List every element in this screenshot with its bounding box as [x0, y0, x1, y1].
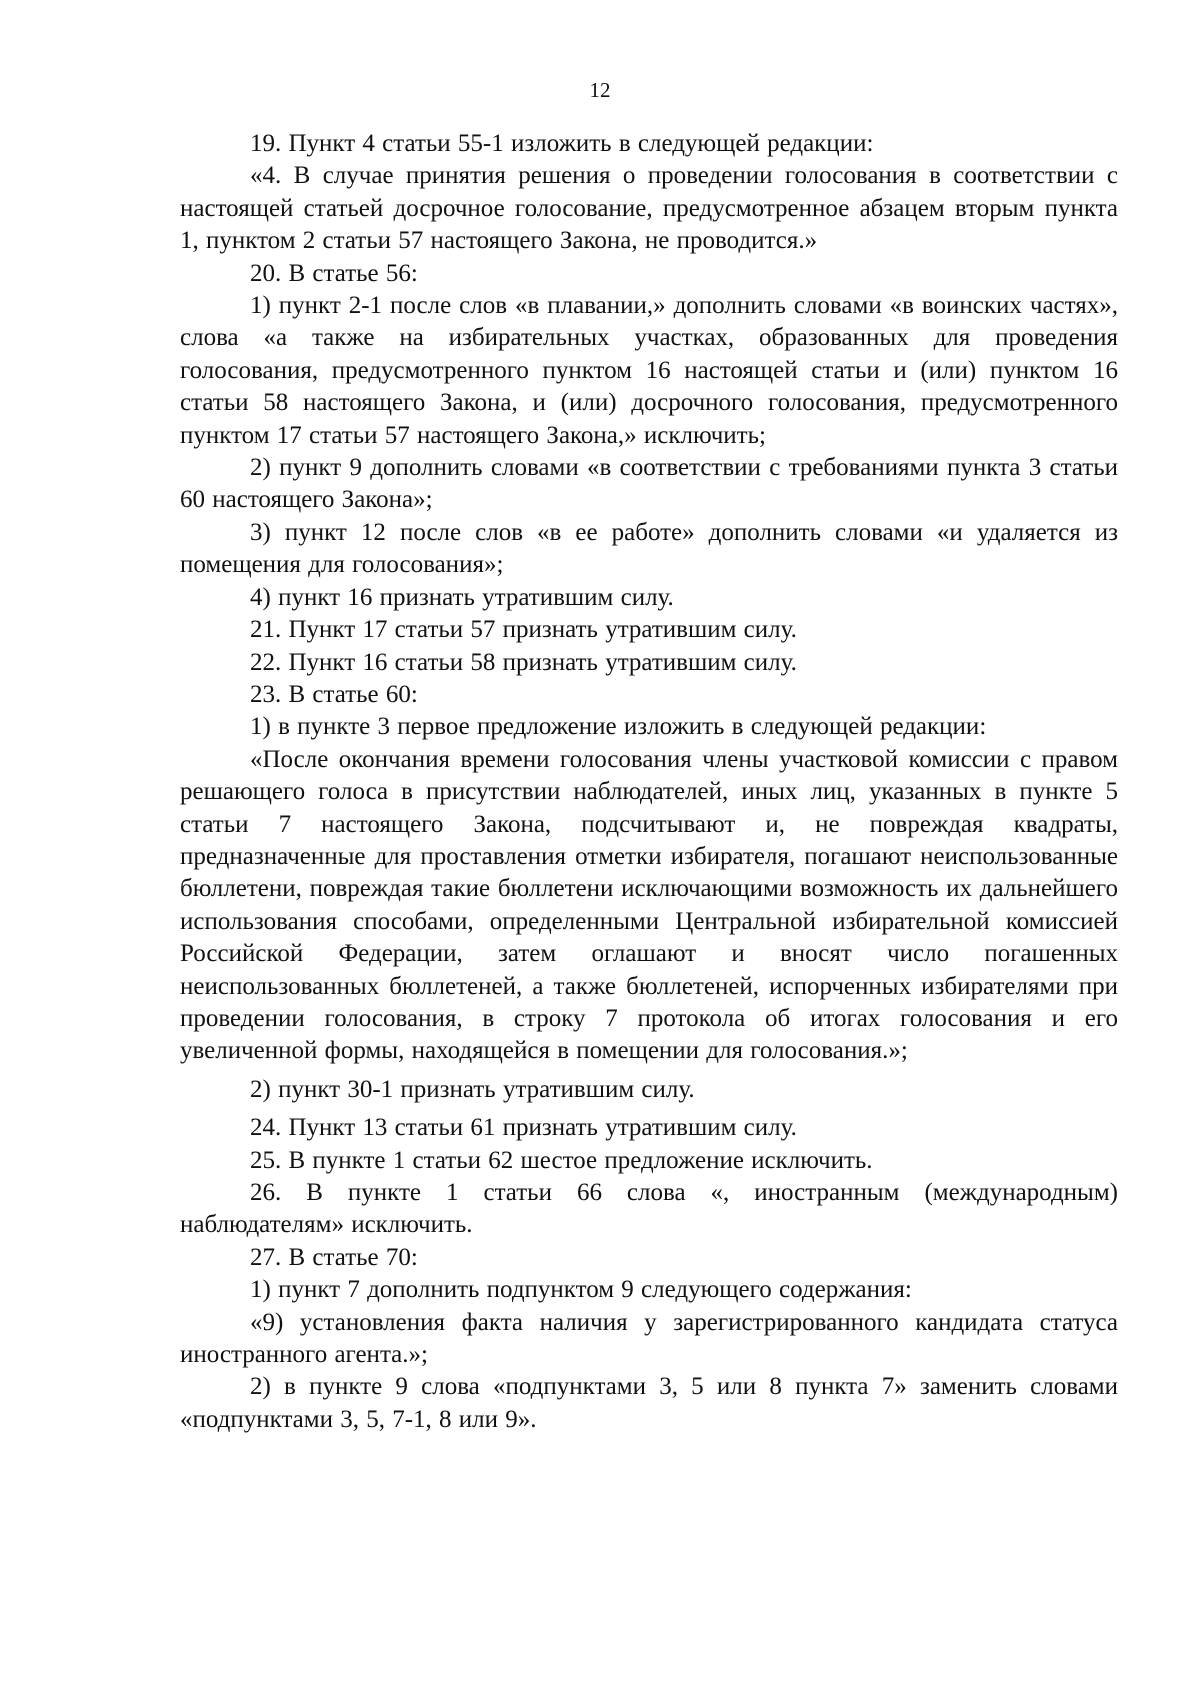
paragraph-item-23-2: 2) пункт 30-1 признать утратившим силу. [250, 1075, 695, 1103]
paragraph-item-20-3: 3) пункт 12 после слов «в ее работе» дополнить словами «и удаляется из помещения для голосования»; [180, 518, 1118, 579]
paragraph-item-20-2: 2) пункт 9 дополнить словами «в соответствии с требованиями пункта 3 статьи 60 настоящего Закона»; [180, 454, 1118, 514]
paragraph-item-26: 26. В пункте 1 статьи 66 слова «, иностранным (международным) наблюдателям» исключить. [180, 1179, 1118, 1239]
paragraph-item-20-1: 1) пункт 2-1 после слов «в плавании,» дополнить словами «в воинских частях», слова «а также на избирательных участках, образованных для проведения голосования, предусмотренного пунктом 16 настоящей статьи и (или) пунктом 16 статьи 58 настоящего Закона, и (или) досрочного голосования, предусмотренного пунктом 17 статьи 57 настоящего Закона,» исключить; [180, 292, 1118, 449]
paragraph-item-27-2: 2) в пункте 9 слова «подпунктами 3, 5 или 8 пункта 7» заменить словами «подпунктами 3, 5, 7-1, 8 или 9». [180, 1373, 1118, 1433]
paragraph-item-23-1: 1) в пункте 3 первое предложение изложить в следующей редакции: [250, 713, 987, 741]
paragraph-item-27-1: 1) пункт 7 дополнить подпунктом 9 следующего содержания: [250, 1276, 912, 1304]
paragraph-quote-subitem-9: «9) установления факта наличия у зарегистрированного кандидата статуса иностранного агента.»; [180, 1308, 1118, 1369]
paragraph-item-19: 19. Пункт 4 статьи 55-1 изложить в следующей редакции: [250, 130, 874, 157]
page-number: 12 [589, 78, 611, 102]
paragraph-quote-item-4: «4. В случае принятия решения о проведении голосования в соответствии с настоящей статьей досрочное голосование, предусмотренное абзацем вторым пункта 1, пунктом 2 статьи 57 настоящего Закона, не проводится.» [180, 162, 1118, 255]
paragraph-item-21: 21. Пункт 17 статьи 57 признать утратившим силу. [250, 616, 797, 644]
paragraph-quote-counting: «После окончания времени голосования члены участковой комиссии с правом решающего голоса в присутствии наблюдателей, иных лиц, указанных в пункте 5 статьи 7 настоящего Закона, подсчитывают и, не повреждая квадраты, предназначенные для проставления отметки избирателя, погашают неиспользованные бюллетени, повреждая такие бюллетени исключающими возможность их дальнейшего использования способами, определенными Центральной избирательной комиссией Российской Федерации, затем оглашают и вносят число погашенных неиспользованных бюллетеней, а также бюллетеней, испорченных избирателями при проведении голосования, в строку 7 протокола об итогах голосования и его увеличенной формы, находящейся в помещении для голосования.»; [180, 745, 1118, 1065]
paragraph-item-22: 22. Пункт 16 статьи 58 признать утратившим силу. [250, 648, 797, 676]
paragraph-item-27: 27. В статье 70: [250, 1243, 418, 1271]
paragraph-item-24: 24. Пункт 13 статьи 61 признать утратившим силу. [250, 1114, 797, 1142]
paragraph-item-20: 20. В статье 56: [250, 259, 418, 287]
paragraph-item-25: 25. В пункте 1 статьи 62 шестое предложение исключить. [250, 1146, 873, 1174]
paragraph-item-23: 23. В статье 60: [250, 680, 418, 708]
paragraph-item-20-4: 4) пункт 16 признать утратившим силу. [250, 583, 674, 611]
document-body [180, 128, 1118, 1436]
